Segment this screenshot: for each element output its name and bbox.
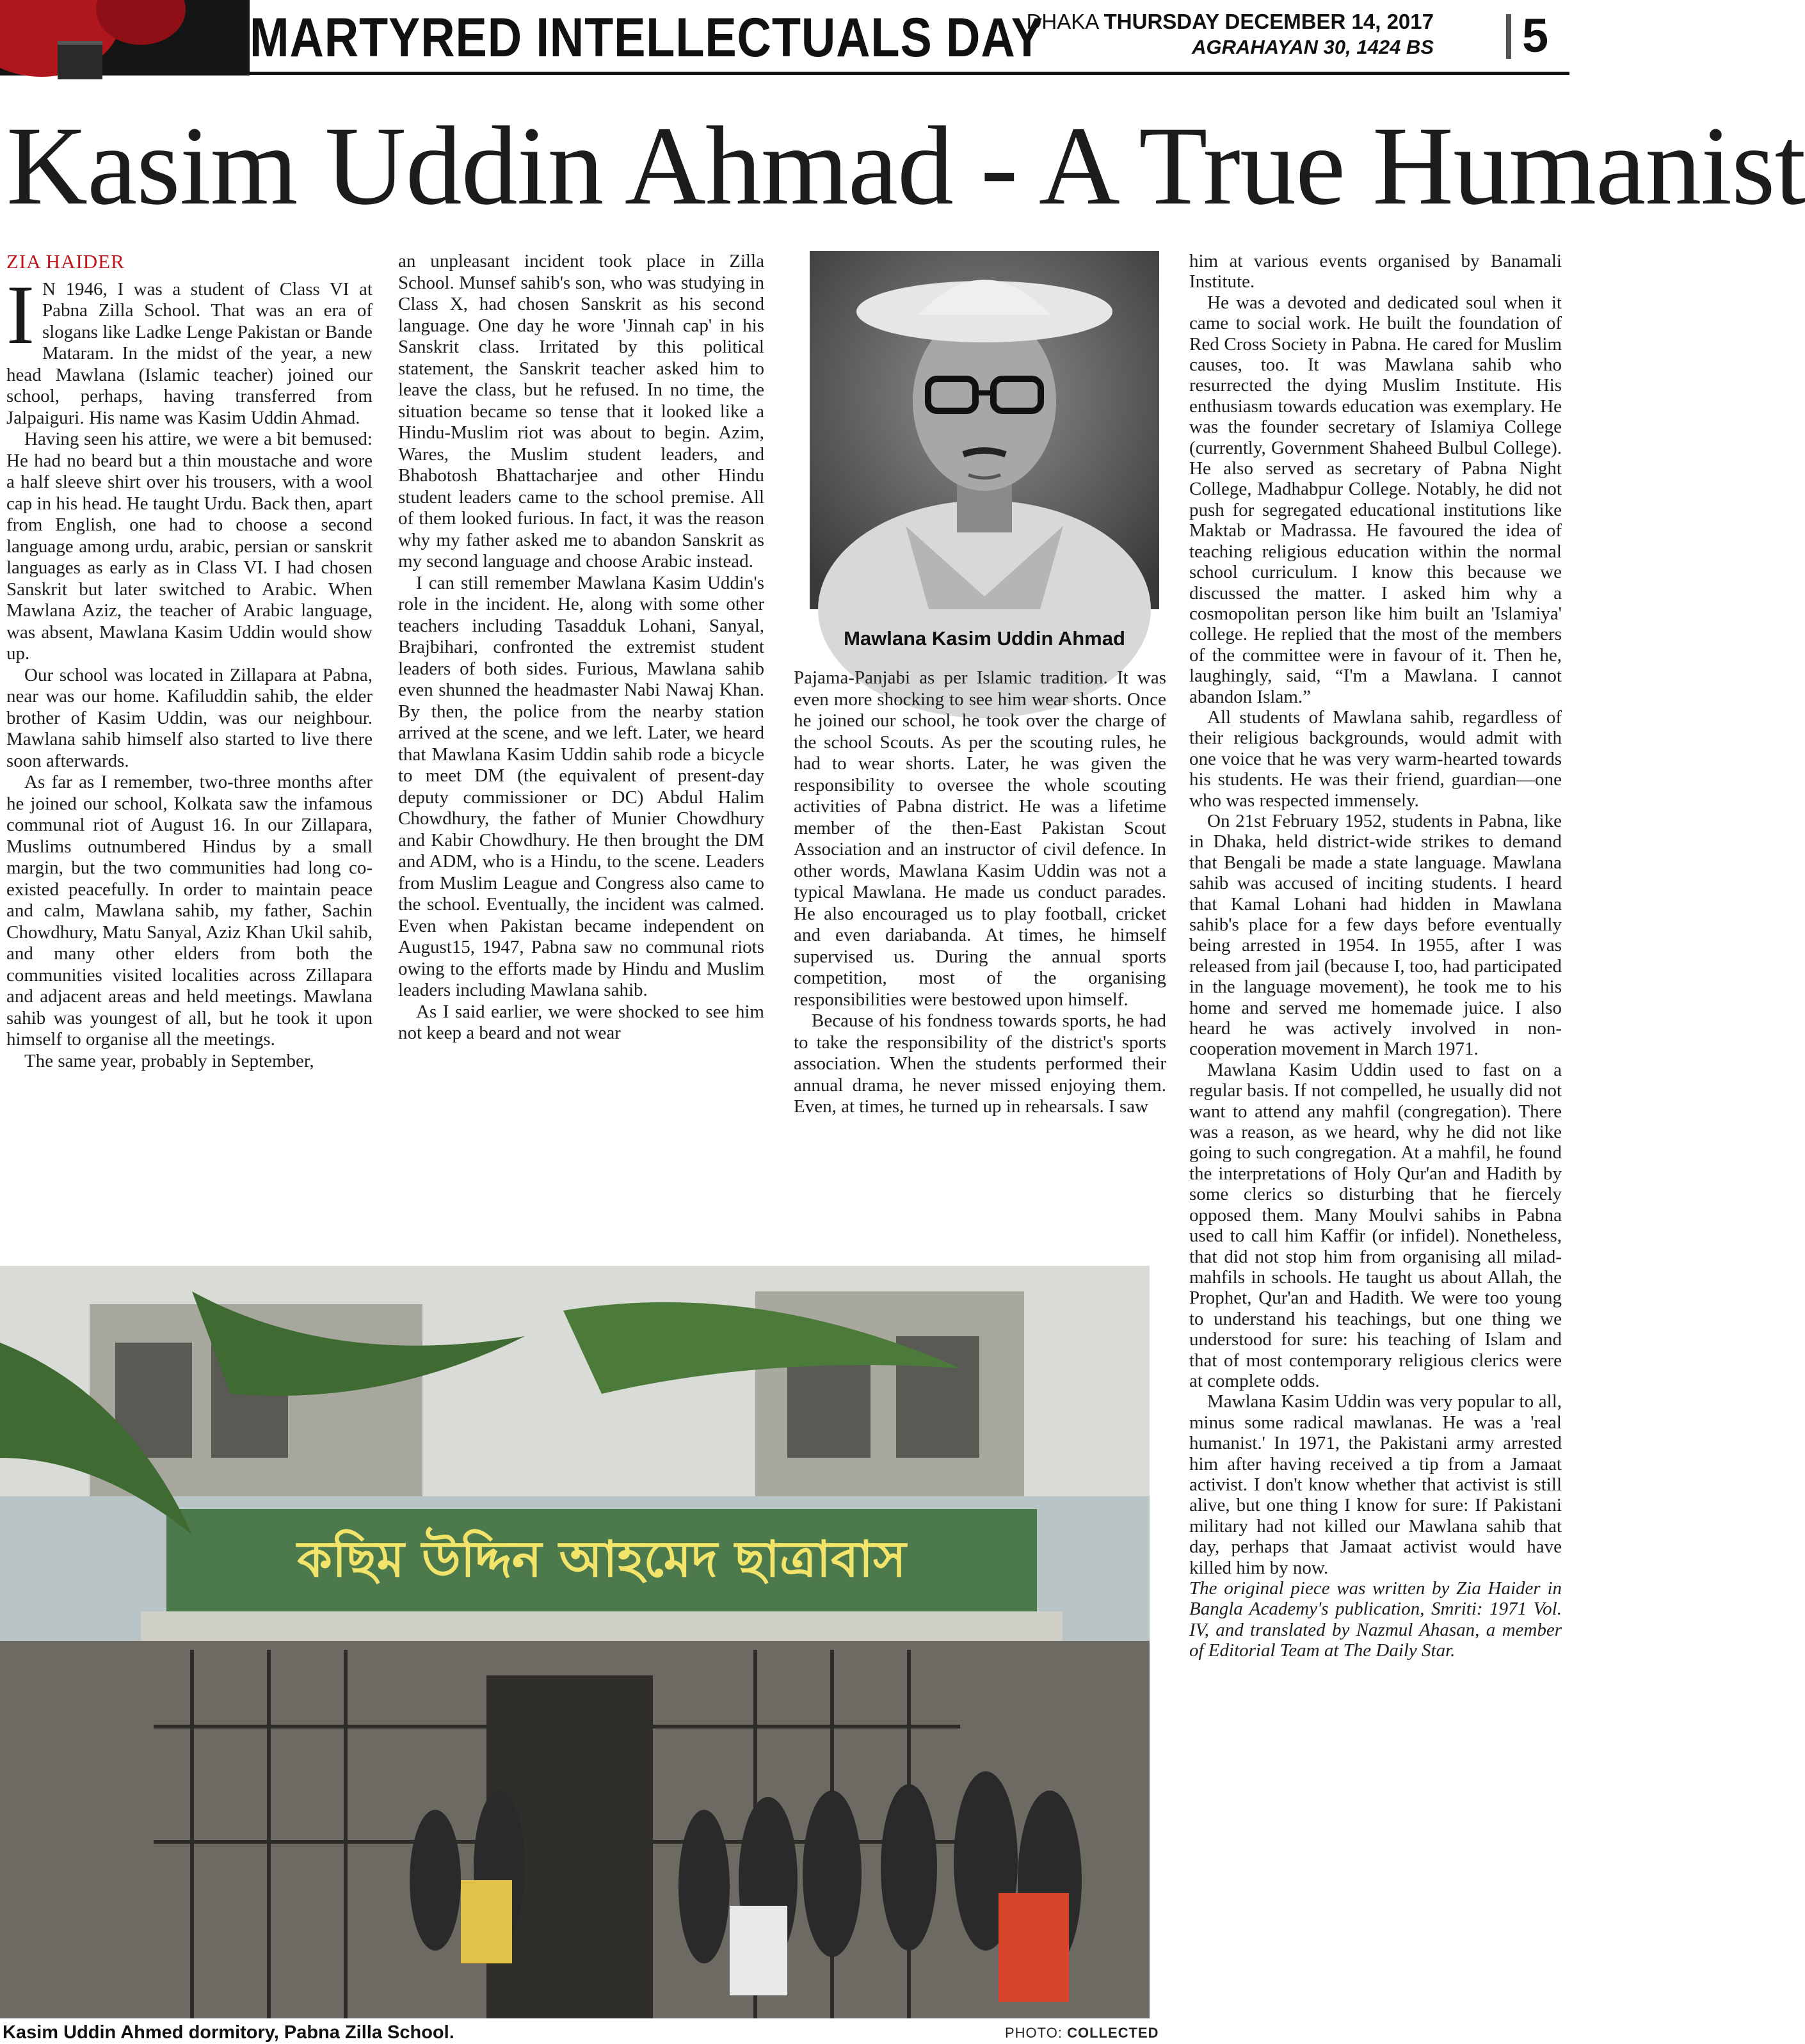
article-column-4 [1189,251,1562,1661]
section-title: MARTYRED INTELLECTUALS DAY [250,7,1043,68]
paragraph-text: N 1946, I was a student of Class VI at Pabna Zilla School. That was an era of slogans like Ladke Lenge Pakistan or Bande Mataram. In the midst of the year, a new head Mawlana (Islamic teacher) joined our school, perhaps, having transferred from Jalpaiguri. His name was Kasim Uddin Ahmad. [6,278,373,428]
byline: ZIA HAIDER [6,250,125,273]
dormitory-illustration [0,1266,1150,2018]
paragraph: Mawlana Kasim Uddin used to fast on a regular basis. If not compelled, he usually did not want to attend any mahfil (congregation). There was a reason, as we heard, why he did not like going to such congregation. At a mahfil, he found the interpretations of Holy Qur'an and Hadith by some clerics so disturbing that he fiercely opposed them. Many Moulvi sahibs in Pabna used to call him Kaffir (or infidel). Nonetheless, that did not stop him from organising all milad-mahfils in schools. He taught us about Allah, the Prophet, Qur'an and Hadith. We were too young to understand his teachings, but one thing we understood for sure: his teaching of Islam and that of most contemporary religious clerics were at complete odds. [1189,1059,1562,1391]
page-number-divider [1506,14,1511,59]
paragraph: Because of his fondness towards sports, he had to take the responsibility of the district's sports association. When the students performed their annual drama, he never missed enjoying them. Even, at times, he turned up in rehearsals. I saw [794,1010,1166,1117]
dateline-date: THURSDAY DECEMBER 14, 2017 [1103,10,1434,33]
photo-credit [1005,2025,1159,2041]
paragraph: Pajama-Panjabi as per Islamic tradition. It was even more shocking to see him wear shorts. Once he joined our school, he took over the charge of the school Scouts. As per the scouting rules, he had to wear shorts. Later, he was given the responsibility to oversee the whole scouting activities of Pabna district. He was a lifetime member of the then-East Pakistan Scout Association and an instructor of civil defence. In other words, Mawlana Kasim Uddin was not a typical Mawlana. He made us conduct parades. He also encouraged us to play football, cricket and even dariabanda. At times, he himself supervised us. During the annual sports competition, most of the organising responsibilities were bestowed upon himself. [794,667,1166,1010]
paragraph: Our school was located in Zillapara at Pabna, near was our home. Kafiluddin sahib, the elder brother of Kasim Uddin, was our neighbour. Mawlana sahib himself also started to live there soon afterwards. [6,664,373,771]
dormitory-photo [0,1266,1150,2018]
paragraph: Mawlana Kasim Uddin was very popular to all, minus some radical mawlanas. He was a 'real humanist.' In 1971, the Pakistani army arrested him after having received a tip from a Jamaat activist. I don't know whether that activist is still alive, but one thing I know for sure: If Pakistani military had not killed our Mawlana sahib that day, perhaps that Jamaat activist would have killed him by now. [1189,1391,1562,1578]
section-rule [250,72,1569,75]
paragraph: Having seen his attire, we were a bit bemused: He had no beard but a thin moustache and wore a half sleeve shirt over his trousers, with a wool cap in his head. He taught Urdu. Back then, apart from English, one had to choose a second language among urdu, arabic, persian or sanskrit languages as early as in Class VI. I had chosen Sanskrit but later switched to Arabic. When Mawlana Aziz, the teacher of Arabic language, was absent, Mawlana Kasim Uddin would show up. [6,429,373,664]
paragraph: All students of Mawlana sahib, regardless of their religious backgrounds, would admit with one voice that he was very warm-hearted towards his students. He was their friend, guardian—one who was respected immensely. [1189,707,1562,811]
article-column-2 [398,251,764,1044]
paragraph: As I said earlier, we were shocked to see him not keep a beard and not wear [398,1001,764,1043]
article-column-3 [794,667,1166,1118]
paragraph: an unpleasant incident took place in Zilla School. Munsef sahib's son, who was studying in Class X, had chosen Sanskrit as his second language. One day he wore 'Jinnah cap' in his Sanskrit class. Irritated by this political statement, the Sanskrit teacher asked him to leave the class, but he refused. In no time, the situation became so tense that it looked like a Hindu-Muslim riot was about to begin. Azim, Wares, the Muslim student leaders, and Bhabotosh Bhattacharjee and other Hindu student leaders came to the school premise. All of them looked furious. In fact, it was the reason why my father asked me to abandon Sanskrit as my second language and choose Arabic instead. [398,251,764,571]
article-headline: Kasim Uddin Ahmad - A True Humanist [6,104,1805,228]
portrait-caption: Mawlana Kasim Uddin Ahmad [844,627,1125,650]
paragraph: He was a devoted and dedicated soul when it came to social work. He built the foundation of Red Cross Society in Pabna. He cared for Muslim causes, too. It was Mawlana sahib who resurrected the dying Muslim Institute. His enthusiasm towards education was exemplary. He was the founder secretary of Islamiya College (currently, Government Shaheed Bulbul College). He also served as secretary of Pabna Night College, Madhabpur College. Notably, he did not push for segregated educational institutions like Maktab or Madrassa. He favoured the idea of teaching religious education within the normal school curriculum. I know this because we discussed the matter. I asked him why a cosmopolitan person like him built an 'Islamiya' college. He replied that the most of the members of the committee were in favour of it. Then he, laughingly, said, “I'm a Mawlana. I cannot abandon Islam.” [1189,292,1562,707]
dormitory-caption: Kasim Uddin Ahmed dormitory, Pabna Zilla School. [3,2022,454,2043]
photo-credit-label: PHOTO: [1005,2025,1063,2041]
page-number: 5 [1522,9,1549,62]
paragraph: As far as I remember, two-three months after he joined our school, Kolkata saw the infamous communal riot of August 16. In our Zillapara, Muslims outnumbered Hindus by a small margin, but the two communities had long co-existed peacefully. In order to maintain peace and calm, Mawlana sahib, my father, Sachin Chowdhury, Matu Sanyal, Aziz Khan Ukil sahib, and many other elders from both the communities visited localities across Zillapara and adjacent areas and held meetings. Mawlana sahib was youngest of all, but he took it upon himself to organise all the meetings. [6,772,373,1050]
paragraph: The same year, probably in September, [24,1050,314,1071]
portrait-illustration [810,251,1159,609]
translator-note: The original piece was written by Zia Haider in Bangla Academy's publication, Smriti: 1971 Vol. IV, and translated by Nazmul Ahasan, a member of Editorial Team at The Daily Star. [1189,1578,1562,1661]
photo-credit-value: COLLECTED [1067,2025,1159,2041]
paragraph: him at various events organised by Banamali Institute. [1189,251,1562,292]
newspaper-logo [0,0,250,76]
logo-building-icon [58,41,102,79]
dormitory-sign: কছিম উদ্দিন আহমেদ ছাত্রাবাস [297,1531,906,1588]
article-column-1 [6,251,373,1072]
paragraph: I can still remember Mawlana Kasim Uddin's role in the incident. He, along with some other teachers including Tasadduk Lohani, Sanyal, Brajbihari, confronted the extremist student leaders of both sides. Furious, Mawlana sahib even shunned the headmaster Nabi Nawaj Khan. By then, the police from the nearby station arrived at the scene, and we left. Later, we heard that Mawlana Kasim Uddin sahib rode a bicycle to meet DM (the equivalent of present-day deputy commissioner or DC) Abdul Halim Chowdhury, the father of Munier Chowdhury and Kabir Chowdhury. He then brought the DM and ADM, who is a Hindu, to the scene. Leaders from Muslim League and Congress also came to the school. Eventually, the incident was calmed. Even when Pakistan became independent on August15, 1947, Pabna saw no communal riots owing to the efforts made by Hindu and Muslim leaders including Mawlana sahib. [398,572,764,1000]
drop-cap: I [6,267,35,362]
dateline-city: DHAKA [1026,10,1098,33]
portrait-photo [810,251,1159,609]
paragraph [6,267,373,429]
dateline [1027,9,1434,60]
paragraph: On 21st February 1952, students in Pabna, like in Dhaka, held district-wide strikes to demand that Bengali be made a state language. Mawlana sahib was accused of inciting students. I heard that Kamal Lohani had hidden in Mawlana sahib's place for a few days before eventually being arrested in 1954. In 1955, after I was released from jail (because I, too, had participated in the language movement), he took me to his home and served me homemade juice. I also heard he was actively involved in non-cooperation movement in March 1971. [1189,810,1562,1060]
dateline-bangla-date: AGRAHAYAN 30, 1424 BS [1192,36,1434,58]
